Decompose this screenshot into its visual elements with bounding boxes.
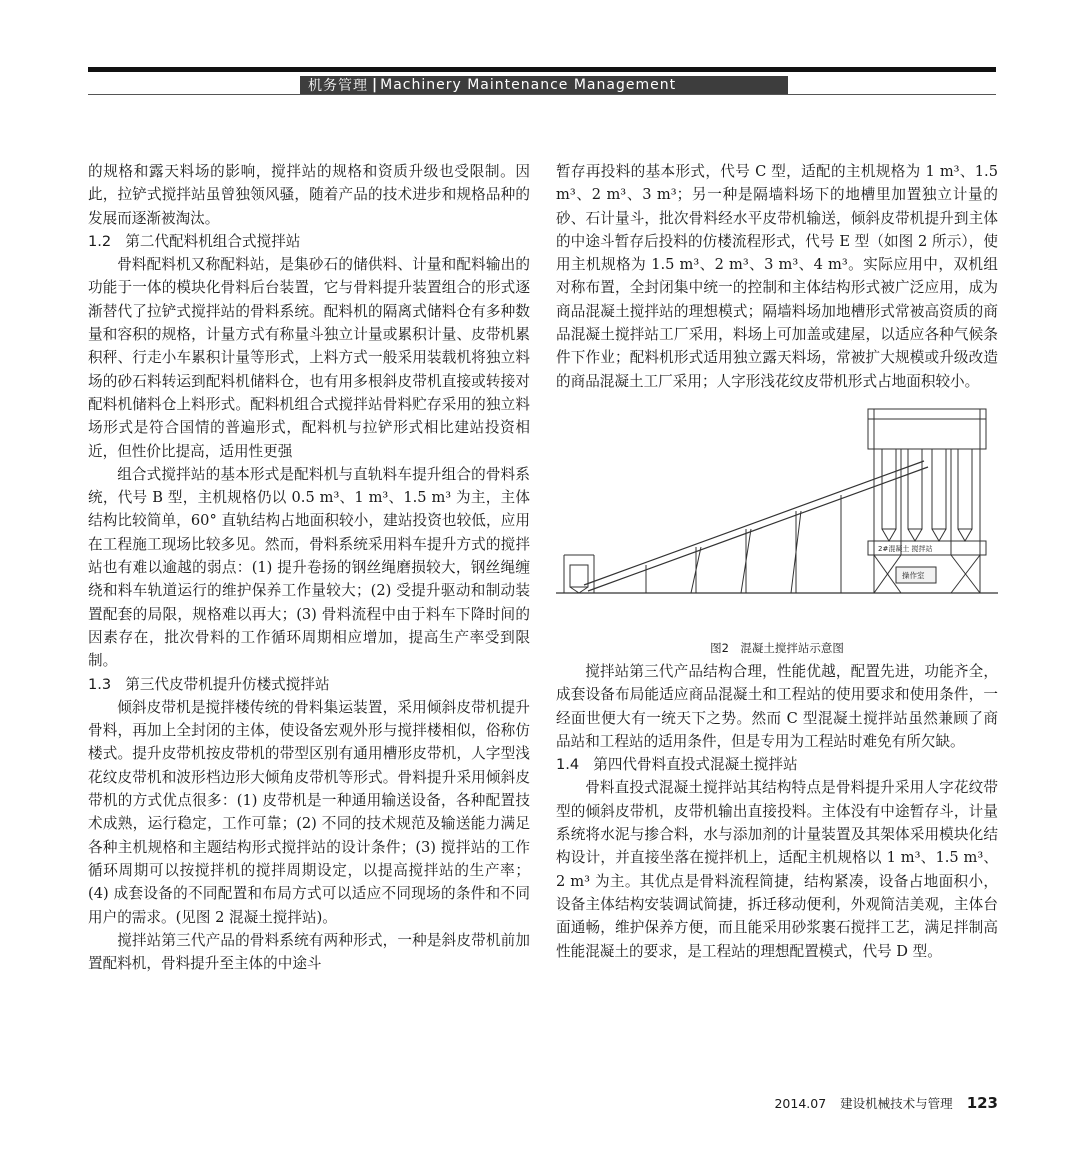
section-number: 1.4 bbox=[556, 756, 580, 774]
header-top-rule bbox=[88, 67, 996, 72]
section-number: 1.2 bbox=[88, 232, 112, 250]
section-title: 第二代配料机组合式搅拌站 bbox=[125, 232, 301, 250]
figure-caption: 图2 混凝土搅拌站示意图 bbox=[710, 640, 844, 655]
header-en-title: Machinery Maintenance Management bbox=[380, 77, 677, 93]
section-title: 第三代皮带机提升仿楼式搅拌站 bbox=[125, 675, 330, 693]
header-bottom-rule bbox=[88, 94, 996, 95]
header-cn-title: 机务管理 bbox=[308, 78, 368, 94]
paragraph: 骨料配料机又称配料站，是集砂石的储供料、计量和配料输出的功能于一体的模块化骨料后台装置，它与骨料提升装置组合的形式逐渐替代了拉铲式搅拌站的骨料系统。配料机的隔离式储料仓有多种数量和容积的规格，计量方式有称量斗独立计量或累积计量、皮带机累积秤、行走小车累积计量等形式，上料方式一般采用装载机将独立料场的砂石料转运到配料机储料仓，也有用多根斜皮带机直接或转接对配料机储料仓上料形式。配料机组合式搅拌站骨料贮存采用的独立料场形式是符合国情的普遍形式，配料机与拉铲形式相比建站投资相近，但性价比提高，适用性更强 bbox=[88, 256, 530, 460]
section-heading-1-3 bbox=[88, 673, 530, 696]
right-column bbox=[556, 160, 998, 963]
section-heading-1-4 bbox=[556, 753, 998, 776]
paragraph: 倾斜皮带机是搅拌楼传统的骨料集运装置，采用倾斜皮带机提升骨料，再加上全封闭的主体，使设备宏观外形与搅拌楼相似，俗称仿楼式。提升皮带机按皮带机的带型区别有通用槽形皮带机，人字型浅花纹皮带机和波形档边形大倾角皮带机等形式。骨料提升采用倾斜皮带机的方式优点很多：(1) 皮带机是一种通用输送设备，各种配置技术成熟，运行稳定，工作可靠；(2) 不同的技术规范及输送能力满足各种主机规格和主题结构形式搅拌站的设计条件；(3) 搅拌站的工作循环周期可以按搅拌机的搅拌周期设定，以提高搅拌站的生产率；(4) 成套设备的不同配置和布局方式可以适应不同现场的条件和不同用户的需求。(见图 2 混凝土搅拌站)。 bbox=[88, 698, 530, 926]
footer-journal: 建设机械技术与管理 bbox=[840, 1096, 953, 1111]
left-column bbox=[88, 160, 530, 975]
paragraph: 的规格和露天料场的影响，搅拌站的规格和资质升级也受限制。因此，拉铲式搅拌站虽曾独领风骚，随着产品的技术进步和规格品种的发展而逐渐被淘汰。 bbox=[88, 163, 530, 227]
page-number: 123 bbox=[966, 1094, 998, 1112]
paragraph: 搅拌站第三代产品的骨料系统有两种形式，一种是斜皮带机前加置配料机，骨料提升至主体的中途斗 bbox=[88, 931, 530, 973]
footer-issue: 2014.07 bbox=[774, 1096, 827, 1111]
batching-plant-drawing bbox=[556, 405, 998, 615]
section-heading-1-2 bbox=[88, 230, 530, 253]
figure-2 bbox=[556, 393, 998, 636]
running-header bbox=[300, 76, 788, 94]
page-footer bbox=[774, 1094, 998, 1112]
section-title: 第四代骨料直投式混凝土搅拌站 bbox=[593, 756, 798, 774]
figure-label-operating-room: 操作室 bbox=[902, 570, 925, 580]
header-separator: | bbox=[372, 77, 379, 93]
section-number: 1.3 bbox=[88, 675, 112, 693]
paragraph: 暂存再投料的基本形式，代号 C 型，适配的主机规格为 1 m³、1.5 m³、2 m³、3 m³；另一种是隔墙料场下的地槽里加置独立计量的砂、石计量斗，批次骨料经水平皮带机输送，倾斜皮带机提升到主体的中途斗暂存后投料的仿楼流程形式，代号 E 型（如图 2 所示），使用主机规格为 1.5 m³、2 m³、3 m³、4 m³。实际应用中，双机组对称布置，全封闭集中统一的控制和主体结构形式被广泛应用，成为商品混凝土搅拌站的理想模式；隔墙料场加地槽形式常被高资质的商品混凝土搅拌站工厂采用，料场上可加盖或建屋，以适应各种气候条件下作业；配料机形式适用独立露天料场，常被扩大规模或升级改造的商品混凝土工厂采用；人字形浅花纹皮带机形式占地面积较小。 bbox=[556, 163, 998, 390]
paragraph: 组合式搅拌站的基本形式是配料机与直轨料车提升组合的骨料系统，代号 B 型，主机规格仍以 0.5 m³、1 m³、1.5 m³ 为主，主体结构比较简单，60° 直轨结构占地面积较小，建站投资也较低，应用在工程施工现场比较多见。然而，骨料系统采用料车提升方式的搅拌站也有难以逾越的弱点：(1) 提升卷扬的钢丝绳磨损较大，钢丝绳缠绕和料车轨道运行的维护保养工作量较大；(2) 受提升驱动和制动装置配套的局限，规格难以再大；(3) 骨料流程中由于料车下降时间的因素存在，批次骨料的工作循环周期相应增加，提高生产率受到限制。 bbox=[88, 465, 530, 670]
paragraph: 骨料直投式混凝土搅拌站其结构特点是骨料提升采用人字花纹带型的倾斜皮带机，皮带机输出直接投料。主体没有中途暂存斗，计量系统将水泥与掺合料，水与添加剂的计量装置及其架体采用模块化结构设计，并直接坐落在搅拌机上，适配主机规格以 1 m³、1.5 m³、2 m³ 为主。其优点是骨料流程简捷，结构紧凑，设备占地面积小，设备主体结构安装调试简捷，拆迁移动便利，外观简洁美观，主体台面通畅，维护保养方便，而且能采用砂浆裹石搅拌工艺，满足拌制高性能混凝土的要求，是工程站的理想配置模式，代号 D 型。 bbox=[556, 779, 998, 960]
figure-label-plant: 2#混凝土 搅拌站 bbox=[878, 544, 933, 553]
paragraph: 搅拌站第三代产品结构合理，性能优越，配置先进，功能齐全，成套设备布局能适应商品混凝土和工程站的使用要求和使用条件，一经面世便大有一统天下之势。然而 C 型混凝土搅拌站虽然兼顾了商品站和工程站的适用条件，但是专用为工程站时难免有所欠缺。 bbox=[556, 662, 998, 750]
